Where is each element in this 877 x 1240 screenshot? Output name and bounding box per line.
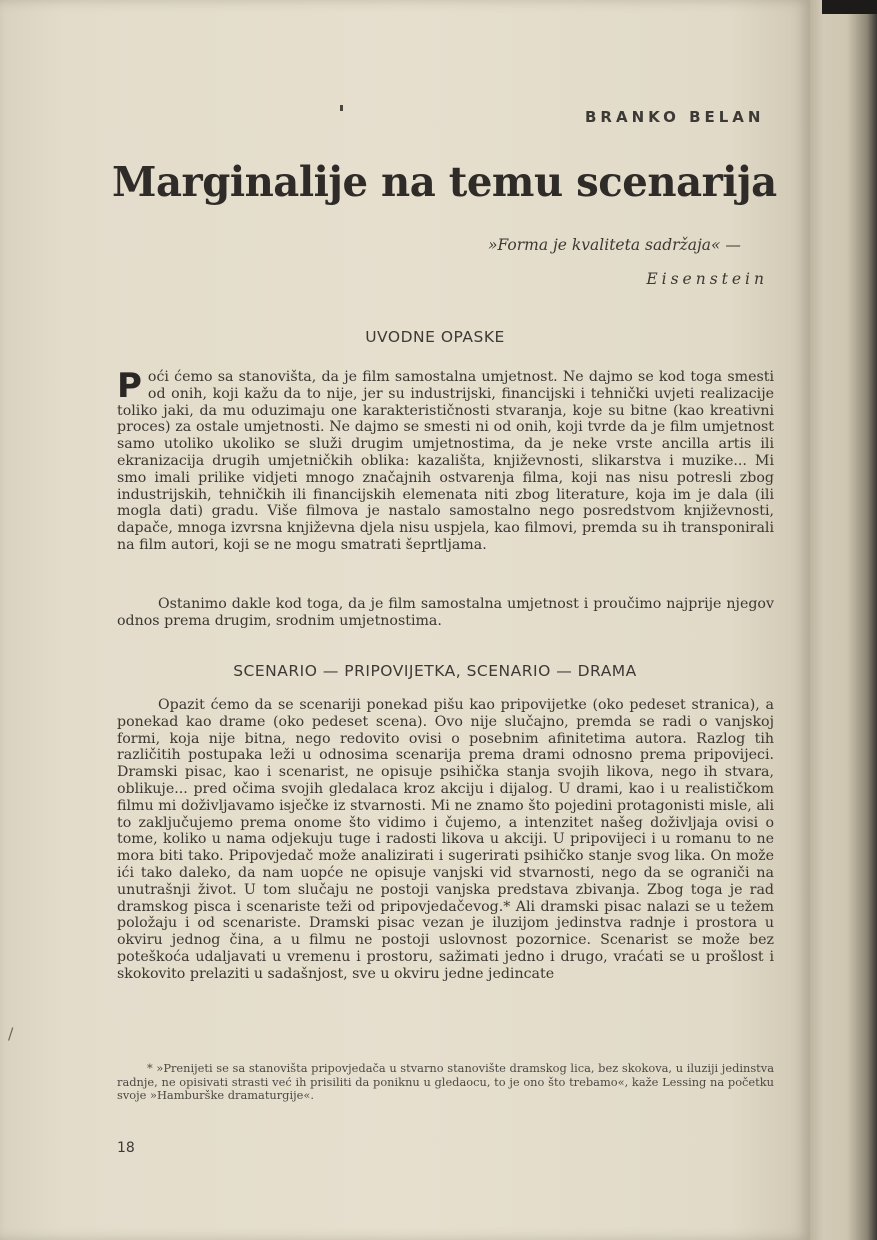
margin-pencil-mark: / — [8, 1024, 14, 1043]
book-edge — [810, 0, 877, 1240]
print-mark — [340, 105, 343, 111]
section-heading-scenario: SCENARIO — PRIPOVIJETKA, SCENARIO — DRAMA — [233, 662, 637, 680]
footnote: * »Prenijeti se sa stanovišta pripovjedača u stvarno stanovište dramskog lica, bez skokova, u iluziji jedinstva radnje, ne opisivati strasti već ih prisiliti da poniknu u gledaocu, to je ono što trebamo«, kaže Lessing na početku svoje »Hamburške dramaturgije«. — [117, 1061, 774, 1102]
section-heading-intro: UVODNE OPASKE — [365, 328, 505, 346]
paragraph-scenario-1: Opazit ćemo da se scenariji ponekad pišu kao pripovijetke (oko pedeset stranica), a ponekad kao drame (oko pedeset scena). Ovo nije slučajno, premda se radi o vanjskoj formi, koja nije bitna, nego redovito ovisi o posebnim afinitetima autora. Razlog tih različitih postupaka leži u odnosima scenarija prema drami odnosno prema pripovijeci. Dramski pisac, kao i scenarist, ne opisuje psihička stanja svojih likova, nego ih stvara, oblikuje... pred očima svojih gledalaca kroz akciju i dijalog. U drami, kao i u realističkom filmu mi doživljavamo isječke iz stvarnosti. Mi ne znamo što pojedini protagonisti misle, ali to zaključujemo prema onome što vidimo i čujemo, a intenzitet našeg doživljaja ovisi o tome, koliko u nama odjekuju tuge i radosti likova u akciji. U pripovijeci i u romanu to ne mora biti tako. Pripovjedač može analizirati i sugerirati psihičko stanje svog lika. On može ići tako daleko, da nam uopće ne opisuje vanjski vid stvarnosti, nego da se ograniči na unutrašnji život. U tom slučaju ne postoji vanjska predstava zbivanja. Zbog toga je rad dramskog pisca i scenariste teži od pripovjedačevog.* Ali dramski pisac nalazi se u težem položaju i od scenariste. Dramski pisac vezan je iluzijom jedinstva radnje i prostora u okviru jednog čina, a u filmu ne postoji uslovnost pozornice. Scenarist se može bez poteškoća udaljavati u vremenu i prostoru, sažimati jedno i drugo, vraćati se u prošlost i skokovito prelaziti u sadašnjost, sve u okviru jedne jedincate — [117, 697, 774, 982]
article-title: Marginalije na temu scenarija — [112, 158, 777, 206]
author-name: BRANKO BELAN — [585, 108, 765, 126]
paragraph-text: oći ćemo sa stanovišta, da je film samostalna umjetnost. Ne dajmo se kod toga smesti od onih, koji kažu da to nije, jer su industrijski, financijski i tehnički uvjeti realizacije toliko jaki, da mu oduzimaju one karakterističnosti stvaranja, koje su bitne (kao kreativni proces) za ostale umjetnosti. Ne dajmo se smesti ni od onih, koji tvrde da je film umjetnost samo utoliko ukoliko se služi drugim umjetnostima, da je neke vrste ancilla artis ili ekranizacija drugih umjetničkih oblika: kazališta, književnosti, slikarstva i muzike... Mi smo imali prilike vidjeti mnogo značajnih ostvarenja filma, koji nas nisu potresli zbog industrijskih, tehničkih ili financijskih elemenata niti zbog literature, koja im je dala (ili mogla dati) gradu. Više filmova je nastalo samostalno nego posredstvom književnosti, dapače, mnoga izvrsna književna djela nisu uspjela, kao filmovi, premda su ih transponirali na film autori, koji se ne mogu smatrati šeprtljama. — [117, 369, 774, 553]
drop-cap: P — [117, 366, 142, 406]
motto-quote: »Forma je kvaliteta sadržaja« — — [488, 236, 741, 254]
book-edge-shadow — [822, 0, 877, 14]
paragraph-intro-2: Ostanimo dakle kod toga, da je film samostalna umjetnost i proučimo najprije njegov odnos prema drugim, srodnim umjetnostima. — [117, 596, 774, 629]
motto-source: Eisenstein — [646, 270, 768, 288]
paragraph-intro-1 — [117, 366, 774, 554]
page-number: 18 — [117, 1140, 135, 1156]
